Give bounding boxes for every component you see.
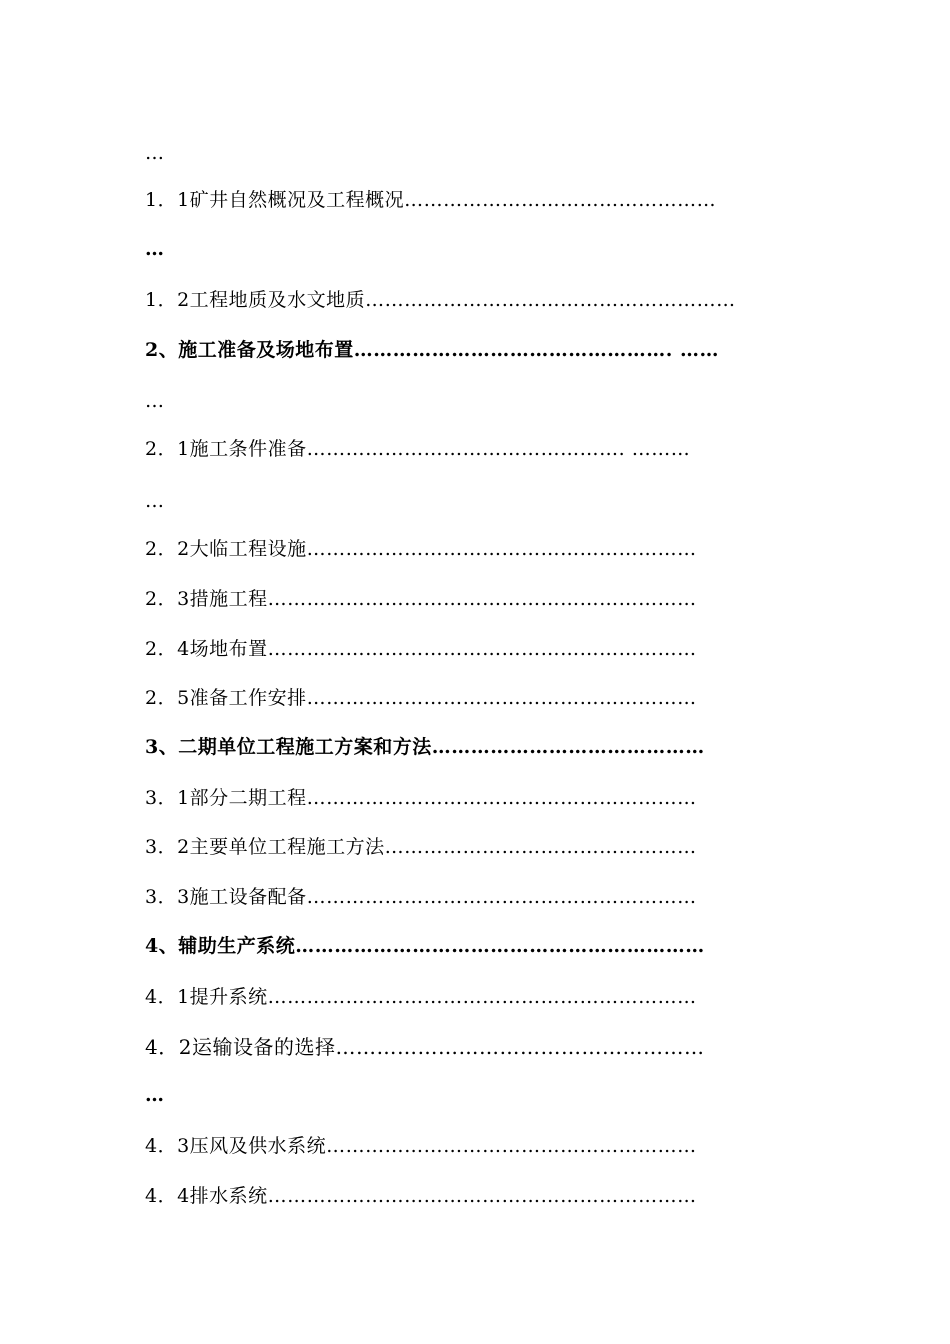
- toc-section-4: 4、辅助生产系统………………………………………………………: [145, 935, 705, 957]
- toc-section-3: 3、二期单位工程施工方案和方法……………………………………: [145, 736, 705, 758]
- toc-entry-2-3: 2．3措施工程…………………………………………………………: [145, 588, 697, 610]
- toc-entry-2-4: 2．4场地布置…………………………………………………………: [145, 638, 697, 660]
- toc-entry-4-1: 4．1提升系统…………………………………………………………: [145, 986, 697, 1008]
- toc-entry-2-1: 2．1施工条件准备…………………………………………. ………: [145, 438, 691, 460]
- toc-entry-4-3: 4．3压风及供水系统…………………………………………………: [145, 1135, 697, 1157]
- toc-entry-1-1: 1．1矿井自然概况及工程概况…………………………………………: [145, 189, 717, 211]
- toc-entry-2-2: 2．2大临工程设施……………………………………………………: [145, 538, 697, 560]
- toc-entry-1-2: 1．2工程地质及水文地质…………………………………………………: [145, 289, 736, 311]
- toc-continuation: …: [145, 490, 165, 512]
- toc-entry-2-5: 2．5准备工作安排……………………………………………………: [145, 687, 697, 709]
- toc-entry-3-2: 3．2主要单位工程施工方法…………………………………………: [145, 836, 697, 858]
- toc-entry-4-2: 4．2运输设备的选择………………………………………………: [145, 1035, 705, 1059]
- toc-continuation: …: [145, 1084, 165, 1106]
- toc-continuation: …: [145, 142, 165, 164]
- toc-continuation: …: [145, 238, 165, 260]
- toc-entry-3-1: 3．1部分二期工程……………………………………………………: [145, 787, 697, 809]
- toc-entry-4-4: 4．4排水系统…………………………………………………………: [145, 1185, 697, 1207]
- toc-entry-3-3: 3．3施工设备配备……………………………………………………: [145, 886, 697, 908]
- toc-continuation: …: [145, 390, 165, 412]
- toc-section-2: 2、施工准备及场地布置…………………………………………. ……: [145, 339, 719, 361]
